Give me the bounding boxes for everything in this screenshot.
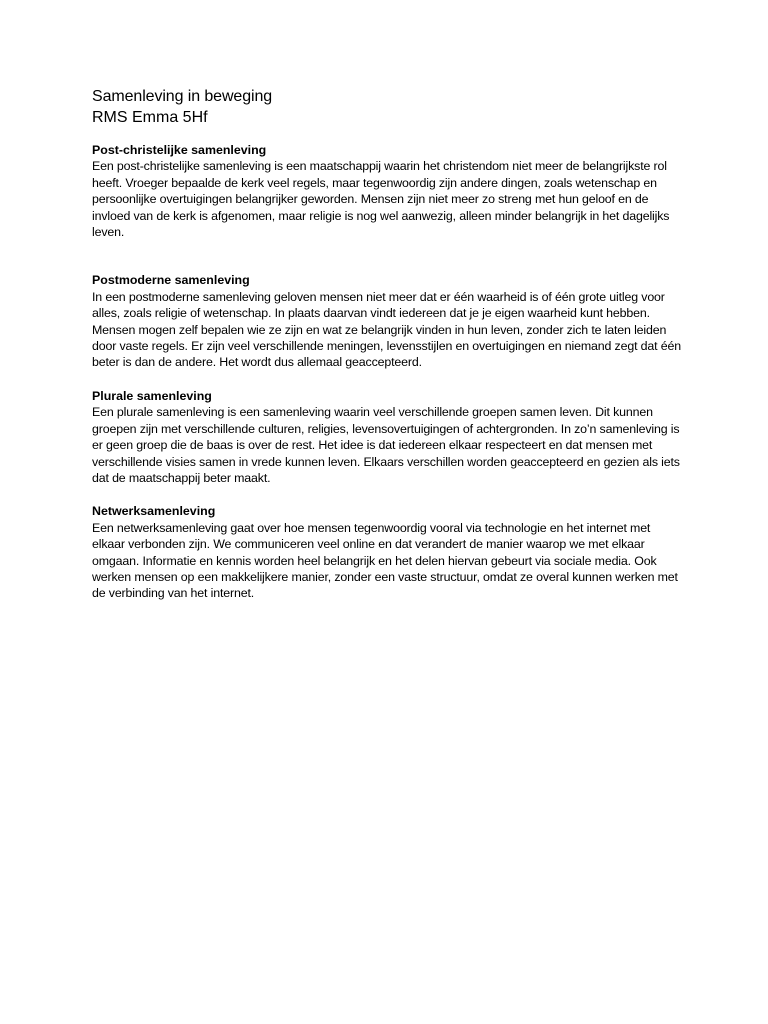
spacer <box>92 240 682 272</box>
section-body: Een netwerksamenleving gaat over hoe mensen tegenwoordig vooral via technologie en het internet met elkaar verbonden zijn. We communiceren veel online en dat verandert de manier waarop we met elkaar omgaan. Informatie en kennis worden heel belangrijk en het delen hiervan gebeurt via sociale media. Ook werken mensen op een makkelijkere manier, zonder een vaste structuur, omdat ze overal kunnen werken met de verbinding van het internet. <box>92 520 678 601</box>
section-body: Een post-christelijke samenleving is een maatschappij waarin het christendom niet meer de belangrijkste rol heeft. Vroeger bepaalde de kerk veel regels, maar tegenwoordig zijn andere dingen, zoals wetenschap en persoonlijke overtuigingen belangrijker geworden. Mensen zijn niet meer zo streng met hun geloof en de invloed van de kerk is afgenomen, maar religie is nog wel aanwezig, alleen minder belangrijk in het dagelijks leven. <box>92 159 670 240</box>
section-body: Een plurale samenleving is een samenleving waarin veel verschillende groepen samen leven. Dit kunnen groepen zijn met verschillende culturen, religies, levensovertuigingen of achtergronden. In zo’n samenleving is er geen groep die de baas is over de rest. Het idee is dat iedereen elkaar respecteert en dat mensen met verschillende visies samen in vrede kunnen leven. Elkaars verschillen worden geaccepteerd en gezien als iets dat de maatschappij beter maakt. <box>92 405 680 485</box>
section-heading: Post-christelijke samenleving <box>92 143 267 157</box>
section-plurale <box>92 388 682 486</box>
section-heading: Plurale samenleving <box>92 388 212 403</box>
section-netwerk <box>92 503 682 601</box>
section-heading: Netwerksamenleving <box>92 504 216 519</box>
document-page <box>92 86 682 602</box>
document-title: Samenleving in beweging <box>92 88 273 105</box>
section-body: In een postmoderne samenleving geloven mensen niet meer dat er één waarheid is of één grote uitleg voor alles, zoals religie of wetenschap. In plaats daarvan vindt iedereen dat je je eigen waarheid kunt hebben. Mensen mogen zelf bepalen wie ze zijn en wat ze belangrijk vinden in hun leven, zonder zich te laten leiden door vaste regels. Er zijn veel verschillende meningen, levensstijlen en overtuigingen en niemand zegt dat één beter is dan de andere. Het wordt dus allemaal geaccepteerd. <box>92 289 681 370</box>
document-subtitle: RMS Emma 5Hf <box>92 109 208 126</box>
section-post-christelijke <box>92 142 682 240</box>
section-heading: Postmoderne samenleving <box>92 273 250 288</box>
section-postmoderne <box>92 272 682 370</box>
spacer <box>92 486 682 503</box>
spacer <box>92 371 682 388</box>
